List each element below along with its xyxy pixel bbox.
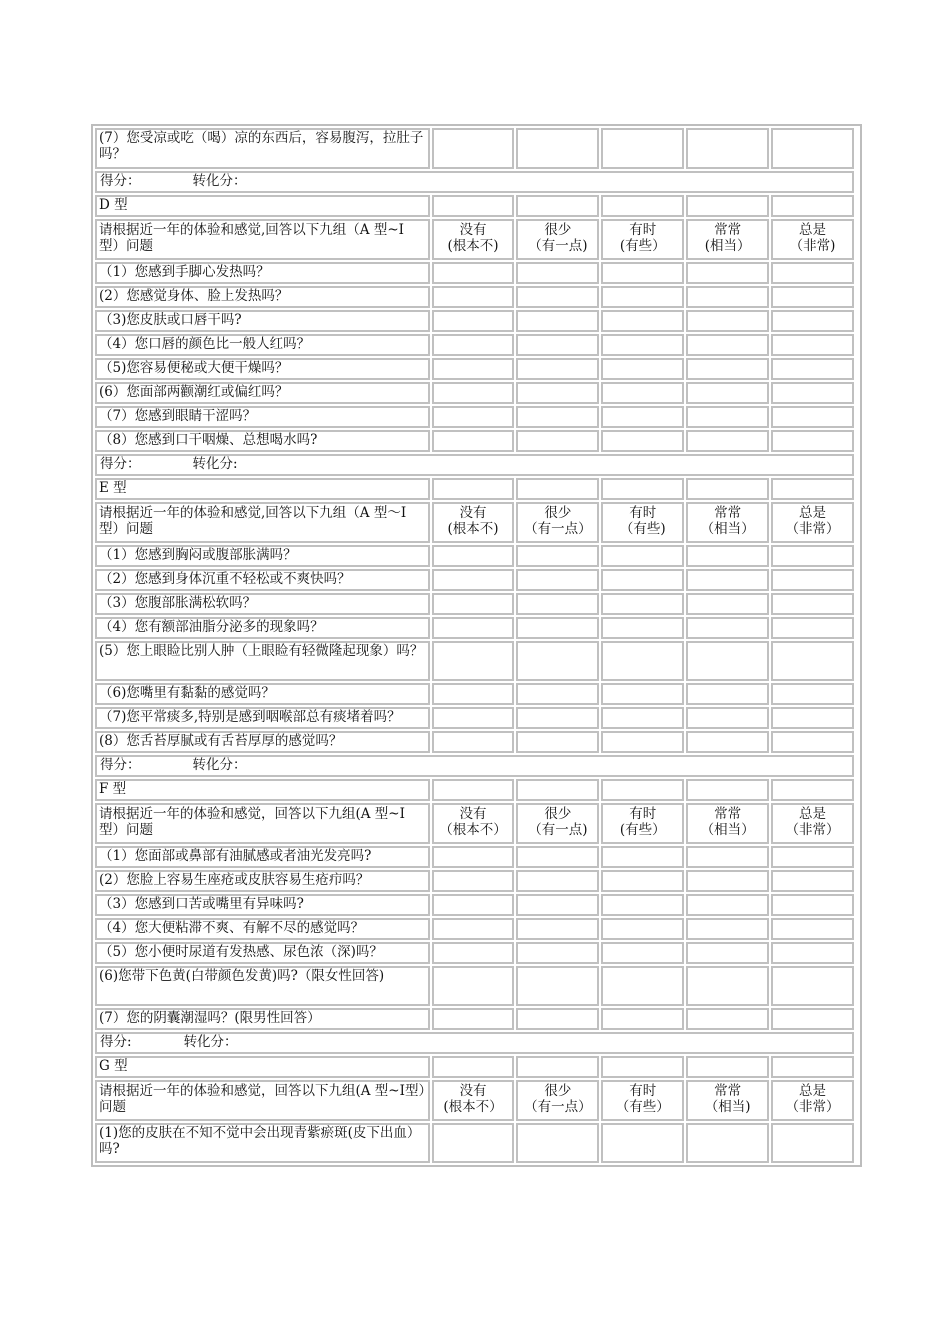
question-row bbox=[95, 430, 854, 452]
question-text: (2）您脸上容易生座疮或皮肤容易生疮疖吗？ bbox=[95, 870, 430, 892]
option-header: 没有 （根本不） bbox=[432, 803, 515, 844]
section-header-row bbox=[95, 502, 854, 543]
question-row bbox=[95, 545, 854, 567]
answer-cell[interactable] bbox=[686, 779, 769, 801]
score-row bbox=[95, 171, 854, 193]
question-row bbox=[95, 918, 854, 940]
section-title-row bbox=[95, 478, 854, 500]
answer-cell[interactable] bbox=[432, 478, 515, 500]
answer-cell[interactable] bbox=[601, 894, 684, 916]
question-text: （4）您大便粘滞不爽、有解不尽的感觉吗？ bbox=[95, 918, 430, 940]
answer-cell[interactable] bbox=[686, 195, 769, 217]
score-cell bbox=[95, 454, 854, 476]
option-header: 没有 (根本不） bbox=[432, 1080, 515, 1121]
score-cell bbox=[95, 171, 854, 193]
question-text: (8）您舌苔厚腻或有舌苔厚厚的感觉吗？ bbox=[95, 731, 430, 753]
answer-cell[interactable] bbox=[771, 195, 854, 217]
answer-cell[interactable] bbox=[516, 358, 599, 380]
question-text: （3)您皮肤或口唇干吗? bbox=[95, 310, 430, 332]
answer-cell[interactable] bbox=[432, 406, 515, 428]
answer-cell[interactable] bbox=[516, 707, 599, 729]
section-title-row bbox=[95, 195, 854, 217]
answer-cell[interactable] bbox=[771, 593, 854, 615]
question-row bbox=[95, 593, 854, 615]
question-row bbox=[95, 942, 854, 964]
section-header-row bbox=[95, 803, 854, 844]
option-header: 很少 （有一点） bbox=[516, 502, 599, 543]
question-row bbox=[95, 310, 854, 332]
question-row bbox=[95, 894, 854, 916]
question-row bbox=[95, 617, 854, 639]
answer-cell[interactable] bbox=[432, 334, 515, 356]
answer-cell[interactable] bbox=[516, 545, 599, 567]
option-header: 有时 (有些） bbox=[601, 803, 684, 844]
answer-cell[interactable] bbox=[516, 731, 599, 753]
answer-cell[interactable] bbox=[771, 382, 854, 404]
answer-cell[interactable] bbox=[686, 683, 769, 705]
question-row bbox=[95, 683, 854, 705]
question-text: (2）您感觉身体、脸上发热吗？ bbox=[95, 286, 430, 308]
question-text: （7）您感到眼睛干涩吗？ bbox=[95, 406, 430, 428]
question-row bbox=[95, 262, 854, 284]
answer-cell[interactable] bbox=[686, 545, 769, 567]
answer-cell[interactable] bbox=[771, 966, 854, 1006]
answer-cell[interactable] bbox=[686, 128, 769, 169]
answer-cell[interactable] bbox=[686, 942, 769, 964]
question-text: (5）您上眼睑比别人肿（上眼睑有轻微隆起现象）吗？ bbox=[95, 641, 430, 681]
answer-cell[interactable] bbox=[771, 846, 854, 868]
question-text: （5)您容易便秘或大便干燥吗？ bbox=[95, 358, 430, 380]
answer-cell[interactable] bbox=[516, 918, 599, 940]
answer-cell[interactable] bbox=[686, 1123, 769, 1163]
answer-cell[interactable] bbox=[601, 846, 684, 868]
question-row bbox=[95, 406, 854, 428]
option-header: 常常 (相当） bbox=[686, 219, 769, 260]
answer-cell[interactable] bbox=[771, 870, 854, 892]
answer-cell[interactable] bbox=[432, 1008, 515, 1030]
section-header-row bbox=[95, 219, 854, 260]
answer-cell[interactable] bbox=[771, 707, 854, 729]
section-title: F 型 bbox=[95, 779, 430, 801]
question-row bbox=[95, 334, 854, 356]
answer-cell[interactable] bbox=[601, 731, 684, 753]
section-prompt: 请根据近一年的体验和感觉,回答以下九组（A 型~I 型）问题 bbox=[95, 219, 430, 260]
answer-cell[interactable] bbox=[601, 1056, 684, 1078]
option-header: 没有 (根本不) bbox=[432, 502, 515, 543]
answer-cell[interactable] bbox=[432, 569, 515, 591]
answer-cell[interactable] bbox=[771, 894, 854, 916]
option-header: 总是 （非常） bbox=[771, 803, 854, 844]
answer-cell[interactable] bbox=[601, 593, 684, 615]
questionnaire-table-frame bbox=[91, 124, 862, 1167]
answer-cell[interactable] bbox=[686, 870, 769, 892]
answer-cell[interactable] bbox=[601, 358, 684, 380]
option-header: 常常 （相当） bbox=[686, 803, 769, 844]
answer-cell[interactable] bbox=[432, 617, 515, 639]
option-header: 很少 （有一点） bbox=[516, 1080, 599, 1121]
answer-cell[interactable] bbox=[601, 966, 684, 1006]
answer-cell[interactable] bbox=[516, 870, 599, 892]
convert-label: 转化分： bbox=[192, 757, 247, 773]
question-text: （3）您腹部胀满松软吗？ bbox=[95, 593, 430, 615]
question-row bbox=[95, 966, 854, 1006]
answer-cell[interactable] bbox=[771, 545, 854, 567]
answer-cell[interactable] bbox=[601, 382, 684, 404]
question-row bbox=[95, 1008, 854, 1030]
question-row bbox=[95, 1123, 854, 1163]
answer-cell[interactable] bbox=[516, 569, 599, 591]
answer-cell[interactable] bbox=[516, 966, 599, 1006]
answer-cell[interactable] bbox=[686, 569, 769, 591]
answer-cell[interactable] bbox=[601, 569, 684, 591]
answer-cell[interactable] bbox=[516, 641, 599, 681]
score-row bbox=[95, 454, 854, 476]
answer-cell[interactable] bbox=[771, 942, 854, 964]
answer-cell[interactable] bbox=[516, 334, 599, 356]
score-cell bbox=[95, 1032, 854, 1054]
question-row bbox=[95, 286, 854, 308]
section-title: E 型 bbox=[95, 478, 430, 500]
answer-cell[interactable] bbox=[686, 406, 769, 428]
answer-cell[interactable] bbox=[601, 617, 684, 639]
answer-cell[interactable] bbox=[601, 406, 684, 428]
answer-cell[interactable] bbox=[516, 310, 599, 332]
convert-label: 转化分： bbox=[192, 173, 247, 189]
answer-cell[interactable] bbox=[686, 894, 769, 916]
answer-cell[interactable] bbox=[432, 310, 515, 332]
score-row bbox=[95, 755, 854, 777]
answer-cell[interactable] bbox=[686, 262, 769, 284]
answer-cell[interactable] bbox=[432, 870, 515, 892]
answer-cell[interactable] bbox=[686, 593, 769, 615]
answer-cell[interactable] bbox=[601, 641, 684, 681]
answer-cell[interactable] bbox=[432, 382, 515, 404]
option-header: 很少 （有一点) bbox=[516, 803, 599, 844]
answer-cell[interactable] bbox=[771, 617, 854, 639]
answer-cell[interactable] bbox=[432, 128, 515, 169]
answer-cell[interactable] bbox=[686, 617, 769, 639]
answer-cell[interactable] bbox=[432, 358, 515, 380]
convert-label: 转化分: bbox=[192, 456, 238, 472]
answer-cell[interactable] bbox=[432, 918, 515, 940]
answer-cell[interactable] bbox=[601, 1008, 684, 1030]
answer-cell[interactable] bbox=[432, 1123, 515, 1163]
option-header: 总是 （非常） bbox=[771, 502, 854, 543]
question-row bbox=[95, 358, 854, 380]
question-text: (7）您受凉或吃（喝）凉的东西后，容易腹泻，拉肚子吗？ bbox=[95, 128, 430, 169]
option-header: 很少 （有一点) bbox=[516, 219, 599, 260]
question-text: （3）您感到口苦或嘴里有异味吗? bbox=[95, 894, 430, 916]
section-prompt: 请根据近一年的体验和感觉,回答以下九组（A 型～I 型）问题 bbox=[95, 502, 430, 543]
answer-cell[interactable] bbox=[432, 262, 515, 284]
answer-cell[interactable] bbox=[432, 731, 515, 753]
answer-cell[interactable] bbox=[516, 382, 599, 404]
questionnaire-table bbox=[93, 126, 856, 1165]
answer-cell[interactable] bbox=[432, 942, 515, 964]
answer-cell[interactable] bbox=[432, 641, 515, 681]
answer-cell[interactable] bbox=[771, 430, 854, 452]
section-title: D 型 bbox=[95, 195, 430, 217]
answer-cell[interactable] bbox=[516, 617, 599, 639]
answer-cell[interactable] bbox=[686, 430, 769, 452]
answer-cell[interactable] bbox=[432, 846, 515, 868]
answer-cell[interactable] bbox=[601, 262, 684, 284]
section-header-row bbox=[95, 1080, 854, 1121]
answer-cell[interactable] bbox=[686, 1056, 769, 1078]
answer-cell[interactable] bbox=[516, 430, 599, 452]
question-text: （5）您小便时尿道有发热感、尿色浓（深)吗？ bbox=[95, 942, 430, 964]
answer-cell[interactable] bbox=[516, 195, 599, 217]
answer-cell[interactable] bbox=[516, 1056, 599, 1078]
answer-cell[interactable] bbox=[516, 262, 599, 284]
answer-cell[interactable] bbox=[432, 1056, 515, 1078]
answer-cell[interactable] bbox=[601, 942, 684, 964]
answer-cell[interactable] bbox=[771, 406, 854, 428]
option-header: 总是 （非常） bbox=[771, 1080, 854, 1121]
answer-cell[interactable] bbox=[686, 358, 769, 380]
question-text: (6）您面部两颧潮红或偏红吗？ bbox=[95, 382, 430, 404]
answer-cell[interactable] bbox=[516, 1123, 599, 1163]
question-row bbox=[95, 128, 854, 169]
question-row bbox=[95, 707, 854, 729]
questionnaire-body bbox=[95, 128, 854, 1163]
answer-cell[interactable] bbox=[686, 478, 769, 500]
answer-cell[interactable] bbox=[432, 707, 515, 729]
answer-cell[interactable] bbox=[771, 310, 854, 332]
score-row bbox=[95, 1032, 854, 1054]
answer-cell[interactable] bbox=[686, 382, 769, 404]
answer-cell[interactable] bbox=[771, 569, 854, 591]
answer-cell[interactable] bbox=[601, 683, 684, 705]
answer-cell[interactable] bbox=[516, 894, 599, 916]
answer-cell[interactable] bbox=[686, 707, 769, 729]
answer-cell[interactable] bbox=[771, 478, 854, 500]
option-header: 总是 （非常) bbox=[771, 219, 854, 260]
question-text: （7)您平常痰多,特别是感到咽喉部总有痰堵着吗？ bbox=[95, 707, 430, 729]
answer-cell[interactable] bbox=[771, 918, 854, 940]
answer-cell[interactable] bbox=[432, 286, 515, 308]
section-title-row bbox=[95, 779, 854, 801]
answer-cell[interactable] bbox=[771, 731, 854, 753]
answer-cell[interactable] bbox=[771, 358, 854, 380]
section-prompt: 请根据近一年的体验和感觉，回答以下九组(A 型~I 型）问题 bbox=[95, 803, 430, 844]
answer-cell[interactable] bbox=[601, 918, 684, 940]
answer-cell[interactable] bbox=[601, 128, 684, 169]
answer-cell[interactable] bbox=[432, 545, 515, 567]
question-row bbox=[95, 731, 854, 753]
answer-cell[interactable] bbox=[516, 406, 599, 428]
score-label: 得分： bbox=[100, 173, 141, 189]
question-text: (6)您带下色黄(白带颜色发黄)吗?（限女性回答) bbox=[95, 966, 430, 1006]
section-prompt: 请根据近一年的体验和感觉，回答以下九组(A 型~I型）问题 bbox=[95, 1080, 430, 1121]
answer-cell[interactable] bbox=[771, 286, 854, 308]
answer-cell[interactable] bbox=[686, 846, 769, 868]
answer-cell[interactable] bbox=[516, 846, 599, 868]
answer-cell[interactable] bbox=[432, 779, 515, 801]
answer-cell[interactable] bbox=[686, 1008, 769, 1030]
answer-cell[interactable] bbox=[686, 641, 769, 681]
answer-cell[interactable] bbox=[601, 870, 684, 892]
answer-cell[interactable] bbox=[432, 430, 515, 452]
answer-cell[interactable] bbox=[601, 195, 684, 217]
score-cell bbox=[95, 755, 854, 777]
answer-cell[interactable] bbox=[686, 918, 769, 940]
answer-cell[interactable] bbox=[771, 128, 854, 169]
answer-cell[interactable] bbox=[771, 683, 854, 705]
answer-cell[interactable] bbox=[771, 1123, 854, 1163]
answer-cell[interactable] bbox=[686, 334, 769, 356]
question-text: (1)您的皮肤在不知不觉中会出现青紫瘀斑(皮下出血）吗? bbox=[95, 1123, 430, 1163]
option-header: 有时 (有些） bbox=[601, 219, 684, 260]
answer-cell[interactable] bbox=[771, 262, 854, 284]
answer-cell[interactable] bbox=[771, 334, 854, 356]
answer-cell[interactable] bbox=[516, 1008, 599, 1030]
answer-cell[interactable] bbox=[516, 478, 599, 500]
answer-cell[interactable] bbox=[686, 966, 769, 1006]
section-title-row bbox=[95, 1056, 854, 1078]
question-text: (7）您的阴囊潮湿吗？(限男性回答） bbox=[95, 1008, 430, 1030]
answer-cell[interactable] bbox=[686, 310, 769, 332]
answer-cell[interactable] bbox=[601, 545, 684, 567]
answer-cell[interactable] bbox=[516, 779, 599, 801]
option-header: 有时 （有些） bbox=[601, 1080, 684, 1121]
answer-cell[interactable] bbox=[516, 942, 599, 964]
answer-cell[interactable] bbox=[601, 1123, 684, 1163]
section-title: G 型 bbox=[95, 1056, 430, 1078]
question-text: （4）您有额部油脂分泌多的现象吗？ bbox=[95, 617, 430, 639]
answer-cell[interactable] bbox=[771, 1056, 854, 1078]
convert-label: 转化分： bbox=[183, 1034, 238, 1050]
answer-cell[interactable] bbox=[686, 731, 769, 753]
question-row bbox=[95, 846, 854, 868]
question-text: （6)您嘴里有黏黏的感觉吗？ bbox=[95, 683, 430, 705]
question-row bbox=[95, 569, 854, 591]
question-row bbox=[95, 641, 854, 681]
question-text: （1）您感到手脚心发热吗？ bbox=[95, 262, 430, 284]
question-text: （2）您感到身体沉重不轻松或不爽快吗？ bbox=[95, 569, 430, 591]
answer-cell[interactable] bbox=[601, 779, 684, 801]
answer-cell[interactable] bbox=[516, 286, 599, 308]
question-row bbox=[95, 382, 854, 404]
question-text: （8）您感到口干咽燥、总想喝水吗? bbox=[95, 430, 430, 452]
answer-cell[interactable] bbox=[601, 310, 684, 332]
option-header: 有时 （有些) bbox=[601, 502, 684, 543]
answer-cell[interactable] bbox=[771, 1008, 854, 1030]
score-label: 得分: bbox=[100, 1034, 132, 1050]
answer-cell[interactable] bbox=[686, 286, 769, 308]
question-text: （1）您面部或鼻部有油腻感或者油光发亮吗? bbox=[95, 846, 430, 868]
question-text: （1）您感到胸闷或腹部胀满吗？ bbox=[95, 545, 430, 567]
answer-cell[interactable] bbox=[601, 430, 684, 452]
answer-cell[interactable] bbox=[432, 195, 515, 217]
answer-cell[interactable] bbox=[432, 683, 515, 705]
answer-cell[interactable] bbox=[516, 683, 599, 705]
answer-cell[interactable] bbox=[771, 779, 854, 801]
answer-cell[interactable] bbox=[432, 966, 515, 1006]
question-row bbox=[95, 870, 854, 892]
answer-cell[interactable] bbox=[516, 593, 599, 615]
option-header: 没有 (根本不) bbox=[432, 219, 515, 260]
score-label: 得分： bbox=[100, 456, 141, 472]
answer-cell[interactable] bbox=[432, 593, 515, 615]
answer-cell[interactable] bbox=[601, 286, 684, 308]
answer-cell[interactable] bbox=[601, 334, 684, 356]
answer-cell[interactable] bbox=[601, 478, 684, 500]
answer-cell[interactable] bbox=[516, 128, 599, 169]
option-header: 常常 （相当) bbox=[686, 1080, 769, 1121]
option-header: 常常 （相当） bbox=[686, 502, 769, 543]
answer-cell[interactable] bbox=[771, 641, 854, 681]
question-text: （4）您口唇的颜色比一般人红吗？ bbox=[95, 334, 430, 356]
score-label: 得分： bbox=[100, 757, 141, 773]
answer-cell[interactable] bbox=[601, 707, 684, 729]
answer-cell[interactable] bbox=[432, 894, 515, 916]
